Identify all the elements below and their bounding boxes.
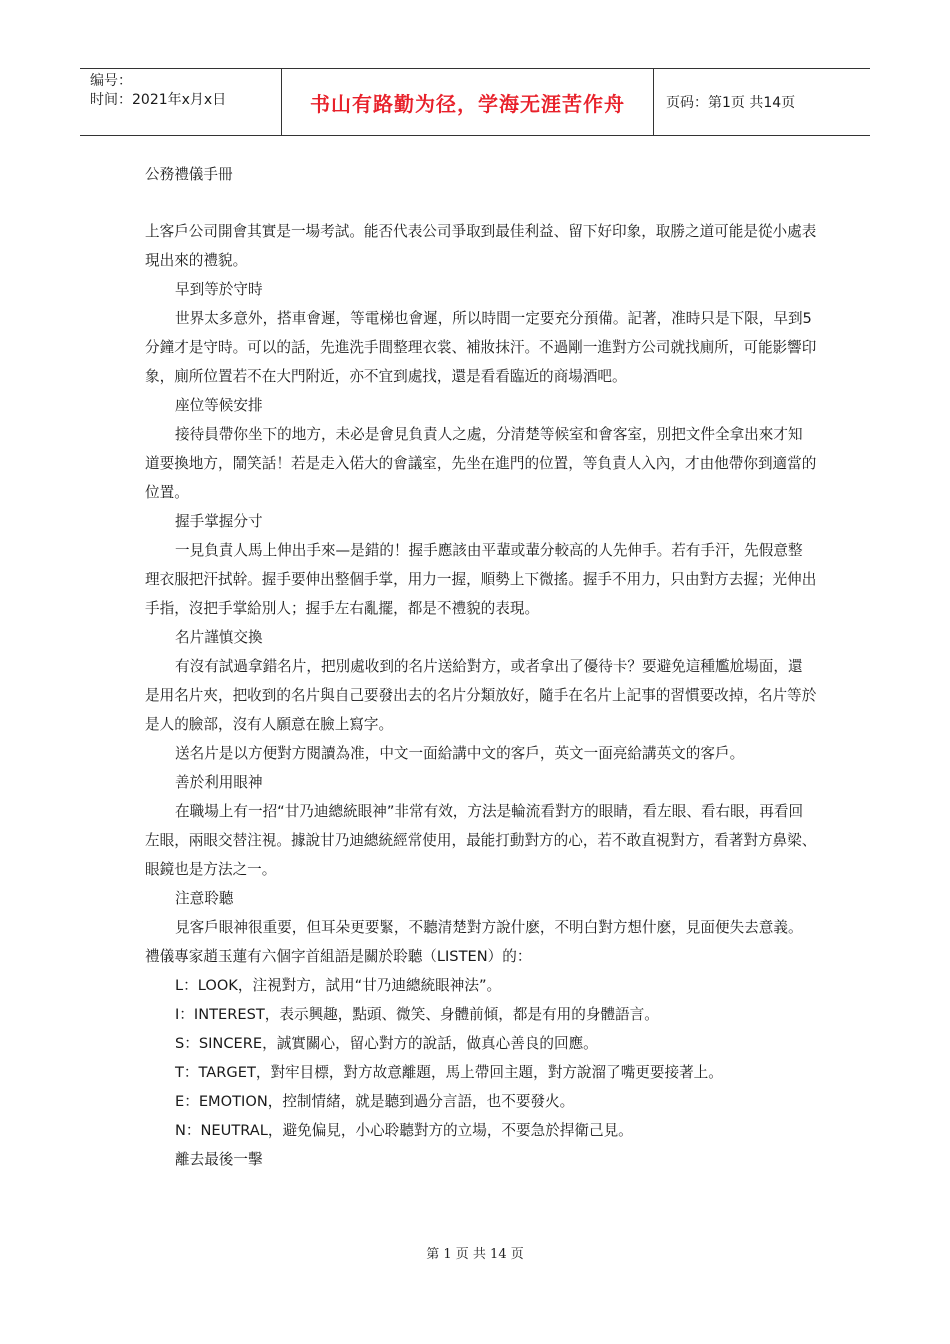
document-number-label: 编号：	[90, 73, 132, 89]
page-header	[80, 68, 870, 136]
page-footer: 第 1 页 共 14 页	[426, 1247, 524, 1262]
header-page-info: 页码：第1页 共14页	[666, 95, 796, 111]
body-paragraph: 注意聆聽	[175, 890, 234, 907]
body-paragraph: E：EMOTION，控制情緒，就是聽到過分言語，也不要發火。	[175, 1093, 575, 1110]
body-paragraph: 名片謹慎交換	[175, 629, 263, 646]
body-paragraph: 握手掌握分寸	[175, 513, 263, 530]
body-paragraph: 送名片是以方便對方閱讀為准，中文一面給講中文的客戶，英文一面亮給講英文的客戶。	[175, 745, 745, 762]
document-date: 时间：2021年x月x日	[90, 92, 227, 108]
body-paragraph: L：LOOK，注視對方，試用“甘乃迪總統眼神法”。	[175, 977, 502, 994]
body-paragraph: 接待員帶你坐下的地方，未必是會見負責人之處，分清楚等候室和會客室，別把文件全拿出來才知道要換地方，鬧笑話！若是走入偌大的會議室，先坐在進門的位置，等負責人入內，才由他帶你到適當的位置。	[145, 426, 817, 501]
body-paragraph: 座位等候安排	[175, 397, 263, 414]
body-paragraph: 見客戶眼神很重要，但耳朵更要緊，不聽清楚對方說什麽，不明白對方想什麽，見面便失去意義。禮儀專家趙玉蓮有六個字首組語是關於聆聽（LISTEN）的：	[145, 919, 803, 965]
header-motto: 书山有路勤为径，学海无涯苦作舟	[310, 91, 625, 116]
body-paragraph: 上客戶公司開會其實是一場考試。能否代表公司爭取到最佳利益、留下好印象，取勝之道可能是從小處表現出來的禮貌。	[145, 223, 817, 269]
header-motto-cell	[282, 69, 654, 135]
body-paragraph: S：SINCERE，誠實關心，留心對方的說話，做真心善良的回應。	[175, 1035, 598, 1052]
body-paragraph: N：NEUTRAL，避免偏見，小心聆聽對方的立場，不要急於捍衛己見。	[175, 1122, 633, 1139]
body-paragraph: 世界太多意外，搭車會遲，等電梯也會遲，所以時間一定要充分預備。記著，准時只是下限，早到5分鐘才是守時。可以的話，先進洗手間整理衣裳、補妝抹汗。不過剛一進對方公司就找廁所，可能影響印象，廁所位置若不在大門附近，亦不宜到處找，還是看看臨近的商場酒吧。	[145, 310, 817, 385]
body-paragraph: 善於利用眼神	[175, 774, 263, 791]
paragraph-list	[145, 217, 817, 1174]
document-title: 公務禮儀手冊	[145, 166, 233, 183]
body-paragraph: 有沒有試過拿錯名片，把別處收到的名片送給對方，或者拿出了優待卡？要避免這種尷尬場面，還是用名片夾，把收到的名片與自己要發出去的名片分類放好，隨手在名片上記事的習慣要改掉，名片等於是人的臉部，沒有人願意在臉上寫字。	[145, 658, 817, 733]
body-paragraph: 一見負責人馬上伸出手來—是錯的！握手應該由平輩或輩分較高的人先伸手。若有手汗，先假意整理衣服把汗拭幹。握手要伸出整個手掌，用力一握，順勢上下微搖。握手不用力，只由對方去握；光伸出手指，沒把手掌給別人；握手左右亂擺，都是不禮貌的表現。	[145, 542, 817, 617]
body-paragraph: 在職場上有一招“甘乃迪總統眼神”非常有效，方法是輪流看對方的眼睛，看左眼、看右眼，再看回左眼，兩眼交替注視。據說甘乃迪總統經常使用，最能打動對方的心，若不敢直視對方，看著對方鼻梁、眼鏡也是方法之一。	[145, 803, 817, 878]
body-paragraph: 早到等於守時	[175, 281, 263, 298]
header-page-info-cell	[654, 69, 870, 135]
body-paragraph: T：TARGET，對牢目標，對方故意離題，馬上帶回主題，對方說溜了嘴更要接著上。	[175, 1064, 723, 1081]
body-paragraph: 離去最後一擊	[175, 1151, 263, 1168]
header-meta	[80, 69, 282, 135]
body-paragraph: I：INTEREST，表示興趣，點頭、微笑、身體前傾，都是有用的身體語言。	[175, 1006, 659, 1023]
document-body	[145, 160, 817, 1174]
